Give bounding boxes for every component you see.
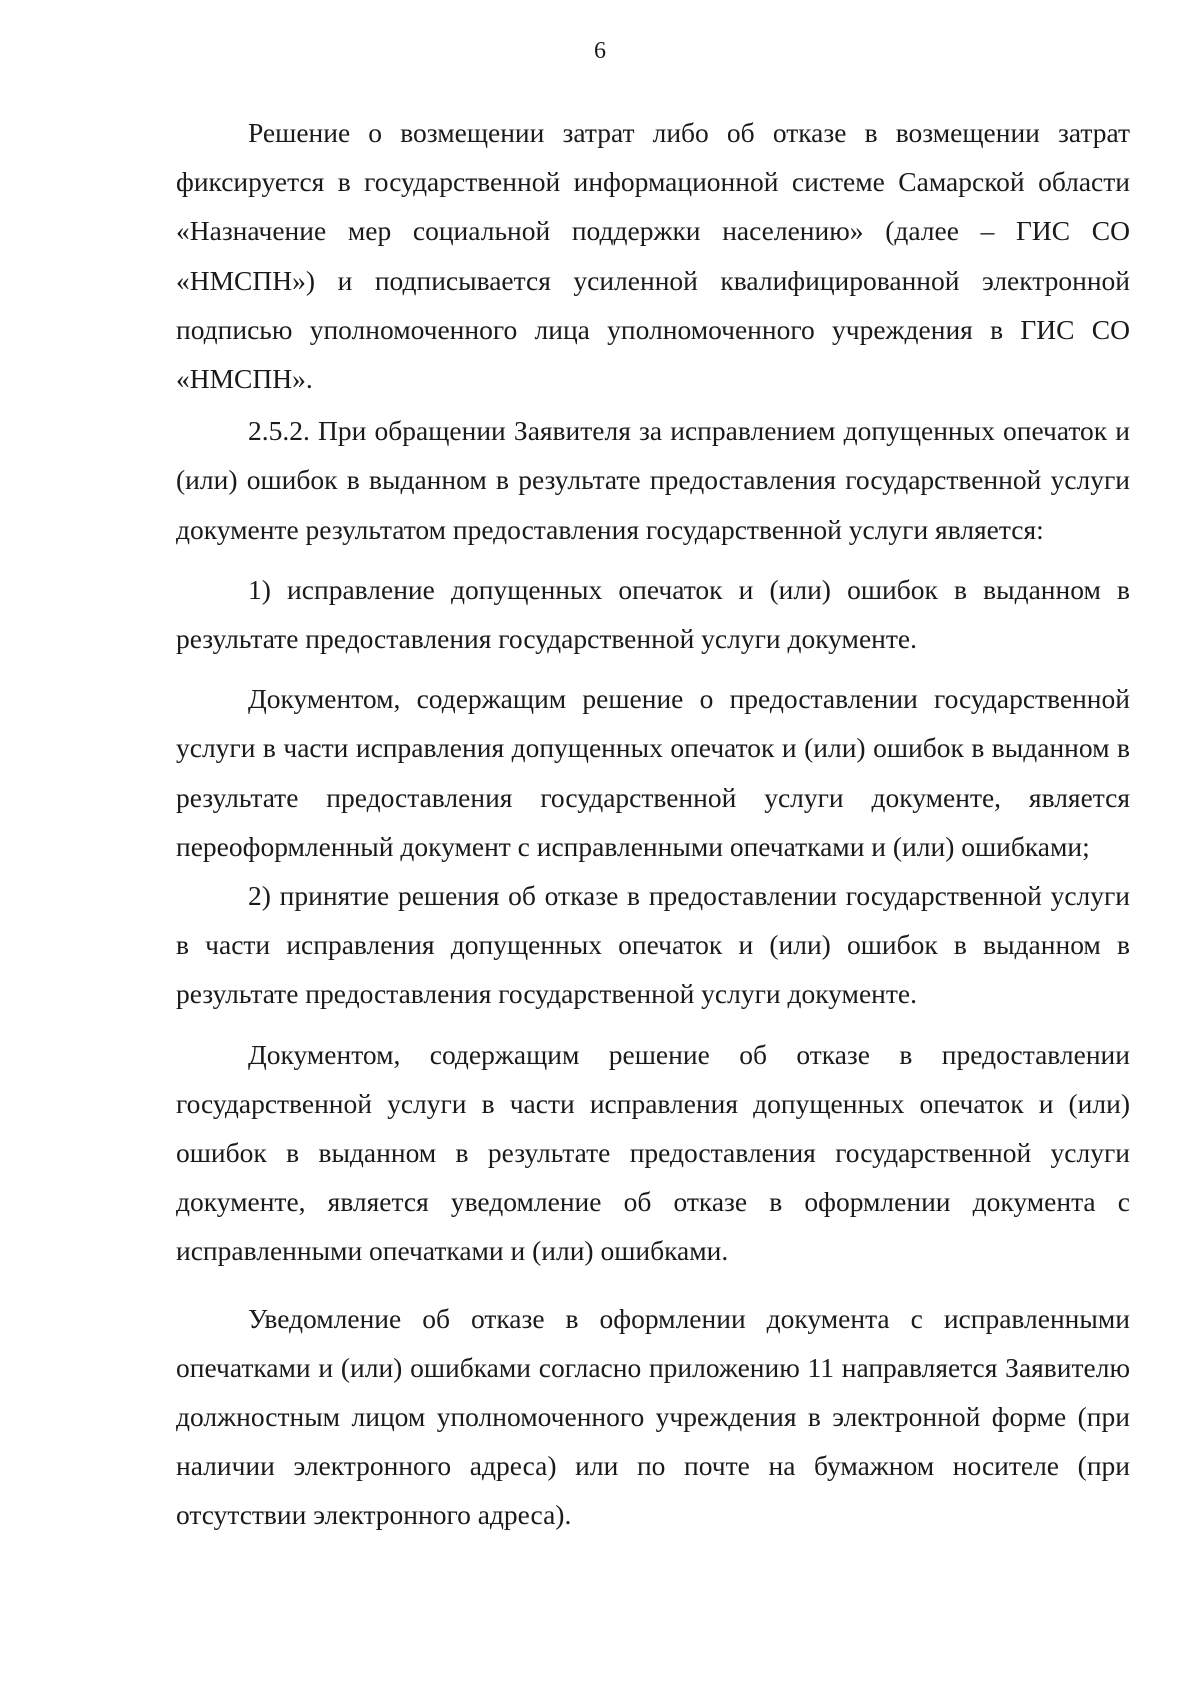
page-number: 6 — [594, 38, 606, 64]
paragraph-cost-decision: Решение о возмещении затрат либо об отказе в возмещении затрат фиксируется в государственной информационной системе Самарской области «Назначение мер социальной поддержки населению» (далее – ГИС СО «НМСПН») и подписывается усиленной квалифицированной электронной подписью уполномоченного лица уполномоченного учреждения в ГИС СО «НМСПН». — [176, 117, 1130, 395]
paragraph-2-5-2: 2.5.2. При обращении Заявителя за исправлением допущенных опечаток и (или) ошибок в выданном в результате предоставления государственной услуги документе результатом предоставления государственной услуги является: — [176, 415, 1130, 545]
paragraph-decision-document: Документом, содержащим решение о предоставлении государственной услуги в части исправления допущенных опечаток и (или) ошибок в выданном в результате предоставления государственной услуги документе, является переоформленный документ с исправленными опечатками и (или) ошибками; — [176, 683, 1130, 862]
paragraph-item-1: 1) исправление допущенных опечаток и (или) ошибок в выданном в результате предоставления государственной услуги документе. — [176, 573, 1130, 655]
document-body — [176, 108, 1130, 1540]
paragraph-item-2: 2) принятие решения об отказе в предоставлении государственной услуги в части исправления допущенных опечаток и (или) ошибок в выданном в результате предоставления государственной услуги документе. — [176, 880, 1130, 1010]
paragraph-refusal-notice: Уведомление об отказе в оформлении документа с исправленными опечатками и (или) ошибками согласно приложению 11 направляется Заявителю должностным лицом уполномоченного учреждения в электронной форме (при наличии электронного адреса) или по почте на бумажном носителе (при отсутствии электронного адреса). — [176, 1302, 1130, 1531]
paragraph-refusal-document: Документом, содержащим решение об отказе в предоставлении государственной услуги в части исправления допущенных опечаток и (или) ошибок в выданном в результате предоставления государственной услуги документе, является уведомление об отказе в оформлении документа с исправленными опечатками и (или) ошибками. — [176, 1038, 1130, 1267]
